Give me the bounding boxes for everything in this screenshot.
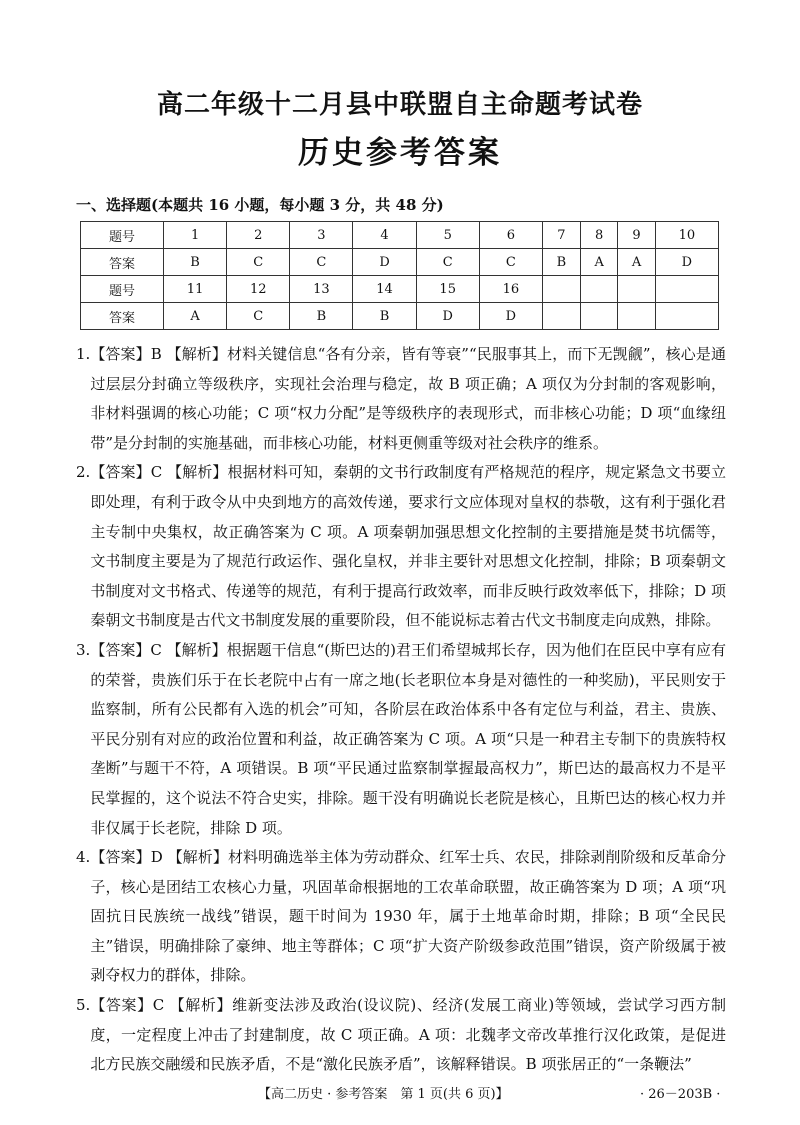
answer-cell: C [290,249,353,276]
question-number-cell: 6 [479,222,542,249]
answer-cell: C [227,249,290,276]
explanation-item [76,843,726,991]
item-text: 【答案】B 【解析】材料关键信息“各有分亲，皆有等衰”“民服事其上，而下无觊觎”，核心是通过层层分封确立等级秩序，实现社会治理与稳定，故 B 项正确；A 项仅为分封制的客观影响，非材料强调的核心功能；C 项“权力分配”是等级秩序的表现形式，而非核心功能；D 项“血缘纽带”是分封制的实施基础，而非核心功能，材料更侧重等级对社会秩序的维系。 [90,345,726,452]
question-number-cell: 9 [618,222,655,249]
item-text: 【答案】C 【解析】根据材料可知，秦朝的文书行政制度有严格规范的程序，规定紧急文书要立即处理，有利于政令从中央到地方的高效传递，要求行文应体现对皇权的恭敬，这有利于强化君主专制中央集权，故正确答案为 C 项。A 项秦朝加强思想文化控制的主要措施是焚书坑儒等，文书制度主要是为了规范行政运作、强化皇权，并非主要针对思想文化控制，排除；B 项秦朝文书制度对文书格式、传递等的规范，有利于提高行政效率，而非反映行政效率低下，排除；D 项秦朝文书制度是古代文书制度发展的重要阶段，但不能说标志着古代文书制度走向成熟，排除。 [90,463,726,630]
explanation-item [76,636,726,843]
question-number-cell: 14 [353,276,416,303]
answer-cell: D [479,303,542,330]
question-number-row [81,276,719,303]
row-label-question: 题号 [81,276,164,303]
question-number-cell [618,276,655,303]
question-number-cell [542,276,580,303]
footer-code: · 26－203B · [640,1087,721,1102]
question-number-cell: 15 [416,276,479,303]
row-label-question: 题号 [81,222,164,249]
answer-cell: B [353,303,416,330]
item-text: 【答案】C 【解析】维新变法涉及政治(设议院)、经济(发展工商业)等领域，尝试学习西方制度，一定程度上冲击了封建制度，故 C 项正确。A 项：北魏孝文帝改革推行汉化政策，是促进北方民族交融缓和民族矛盾，不是“激化民族矛盾”，该解释错误。B 项张居正的“一条鞭法” [90,996,726,1074]
question-number-cell [580,276,617,303]
question-number-cell: 2 [227,222,290,249]
answer-cell: D [655,249,718,276]
explanation-item [76,458,726,636]
question-number-cell: 11 [164,276,227,303]
answer-cell: B [164,249,227,276]
section-heading: 一、选择题(本题共 16 小题，每小题 3 分，共 48 分) [76,196,444,214]
item-text: 【答案】D 【解析】材料明确选举主体为劳动群众、红军士兵、农民，排除剥削阶级和反革命分子，核心是团结工农核心力量，巩固革命根据地的工农革命联盟，故正确答案为 D 项；A 项“巩固抗日民族统一战线”错误，题干时间为 1930 年，属于土地革命时期，排除；B 项“全民民主”错误，明确排除了豪绅、地主等群体；C 项“扩大资产阶级参政范围”错误，资产阶级属于被剥夺权力的群体，排除。 [90,848,726,985]
item-number: 1. [76,345,91,363]
answer-table [80,221,719,330]
answer-row [81,303,719,330]
answer-cell [655,303,718,330]
question-number-row [81,222,719,249]
item-number: 3. [76,640,91,659]
answer-cell: D [353,249,416,276]
answer-cell [618,303,655,330]
question-number-cell: 8 [580,222,617,249]
item-number: 2. [76,463,91,482]
question-number-cell: 16 [479,276,542,303]
item-number: 4. [76,848,91,867]
question-number-cell: 5 [416,222,479,249]
question-number-cell: 3 [290,222,353,249]
item-number: 5. [76,996,91,1015]
question-number-cell [655,276,718,303]
answer-cell: A [618,249,655,276]
question-number-cell: 13 [290,276,353,303]
question-number-cell: 7 [542,222,580,249]
exam-title: 高二年级十二月县中联盟自主命题考试卷 [156,90,643,120]
row-label-answer: 答案 [81,249,164,276]
answer-cell: A [164,303,227,330]
answer-row [81,249,719,276]
row-label-answer: 答案 [81,303,164,330]
answer-cell [542,303,580,330]
explanation-item [76,340,726,458]
explanation-item [76,991,726,1080]
answer-cell: B [542,249,580,276]
answer-cell: A [580,249,617,276]
item-text: 【答案】C 【解析】根据题干信息“(斯巴达的)君王们希望城邦长存，因为他们在臣民中享有应有的荣誉，贵族们乐于在长老院中占有一席之地(长老职位本身是对德性的一种奖励)，平民则安于监察制，所有公民都有入选的机会”可知，各阶层在政治体系中各有定位与利益，君主、贵族、平民分别有对应的政治位置和利益，故正确答案为 C 项。A 项“只是一种君主专制下的贵族特权垄断”与题干不符，A 项错误。B 项“平民通过监察制掌握最高权力”，斯巴达的最高权力不是平民掌握的，这个说法不符合史实，排除。题干没有明确说长老院是核心，且斯巴达的核心权力并非仅属于长老院，排除 D 项。 [90,640,726,837]
question-number-cell: 1 [164,222,227,249]
answer-cell: C [416,249,479,276]
footer-page-info: 【高二历史 · 参考答案 第 1 页(共 6 页)】 [258,1087,509,1102]
question-number-cell: 10 [655,222,718,249]
answer-cell: B [290,303,353,330]
explanations [76,340,726,1080]
answer-key-title: 历史参考答案 [298,135,502,171]
answer-cell: C [227,303,290,330]
question-number-cell: 4 [353,222,416,249]
question-number-cell: 12 [227,276,290,303]
answer-cell: C [479,249,542,276]
answer-cell [580,303,617,330]
answer-cell: D [416,303,479,330]
